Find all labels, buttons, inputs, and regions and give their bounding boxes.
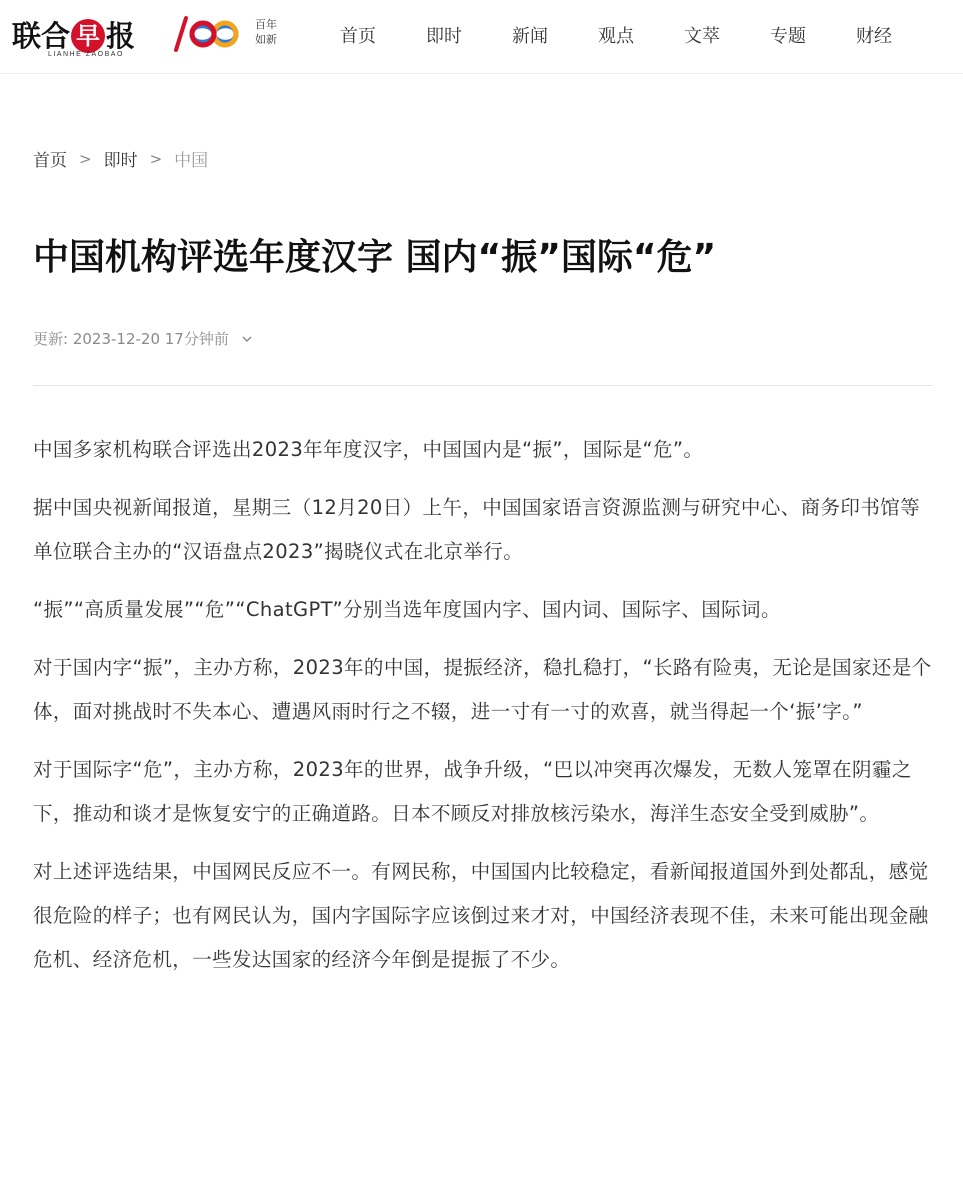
tagline-bottom: 如新 xyxy=(255,33,277,46)
site-logo[interactable] xyxy=(12,8,282,64)
logo-zao-badge: 早 xyxy=(71,19,105,53)
logo-tagline xyxy=(255,17,277,47)
divider xyxy=(33,385,933,386)
update-time: 更新: 2023-12-20 17分钟前 xyxy=(33,330,229,348)
article-paragraph: 对于国际字“危”，主办方称，2023年的世界，战争升级，“巴以冲突再次爆发，无数人笼罩在阴霾之下，推动和谈才是恢复安宁的正确道路。日本不顾反对排放核污染水，海洋生态安全受到威胁”。 xyxy=(33,758,912,825)
anniversary-100-logo xyxy=(162,12,257,56)
breadcrumb-home[interactable]: 首页 xyxy=(33,151,67,171)
breadcrumb-realtime[interactable]: 即时 xyxy=(103,151,138,171)
nav-item-news[interactable]: 新闻 xyxy=(512,26,548,47)
anniversary-number: 100 xyxy=(162,12,164,13)
breadcrumb-separator: > xyxy=(149,149,163,168)
article-title: 中国机构评选年度汉字 国内“振”国际“危” xyxy=(33,237,717,278)
logo-text-right: 报 xyxy=(106,19,136,53)
nav-item-home[interactable]: 首页 xyxy=(340,26,376,47)
nav-item-features[interactable]: 专题 xyxy=(770,26,806,47)
article-body xyxy=(33,428,938,996)
tagline-top: 百年 xyxy=(255,18,277,31)
breadcrumb-separator: > xyxy=(79,149,92,168)
breadcrumb-current: 中国 xyxy=(174,151,209,171)
article-paragraph: 中国多家机构联合评选出2023年年度汉字，中国国内是“振”，国际是“危”。 xyxy=(33,438,704,461)
article-paragraph: 对上述评选结果，中国网民反应不一。有网民称，中国国内比较稳定，看新闻报道国外到处都乱，感觉很危险的样子；也有网民认为，国内字国际字应该倒过来才对，中国经济表现不佳，未来可能出现金融危机、经济危机，一些发达国家的经济今年倒是提振了不少。 xyxy=(33,860,929,971)
breadcrumb xyxy=(33,146,208,171)
site-header xyxy=(0,0,963,74)
nav-item-realtime[interactable]: 即时 xyxy=(426,26,462,47)
article-meta[interactable] xyxy=(33,328,253,349)
logo-text-left: 联合 xyxy=(12,19,71,53)
main-nav xyxy=(340,22,942,48)
logo-wordmark xyxy=(12,14,135,55)
article-paragraph: 对于国内字“振”，主办方称，2023年的中国，提振经济，稳扎稳打，“长路有险夷，无论是国家还是个体，面对挑战时不失本心、遭遇风雨时行之不辍，进一寸有一寸的欢喜，就当得起一个‘振’字。” xyxy=(33,656,932,723)
nav-item-digest[interactable]: 文萃 xyxy=(684,26,720,47)
logo-english-name: LIANHE ZAOBAO xyxy=(48,51,124,58)
article-paragraph: “振”“高质量发展”“危”“ChatGPT”分别当选年度国内字、国内词、国际字、国际词。 xyxy=(33,598,781,621)
nav-item-opinion[interactable]: 观点 xyxy=(598,26,634,47)
nav-item-finance[interactable]: 财经 xyxy=(856,26,892,47)
chevron-down-icon[interactable] xyxy=(241,333,253,345)
article-paragraph: 据中国央视新闻报道，星期三（12月20日）上午，中国国家语言资源监测与研究中心、商务印书馆等单位联合主办的“汉语盘点2023”揭晓仪式在北京举行。 xyxy=(33,496,921,563)
